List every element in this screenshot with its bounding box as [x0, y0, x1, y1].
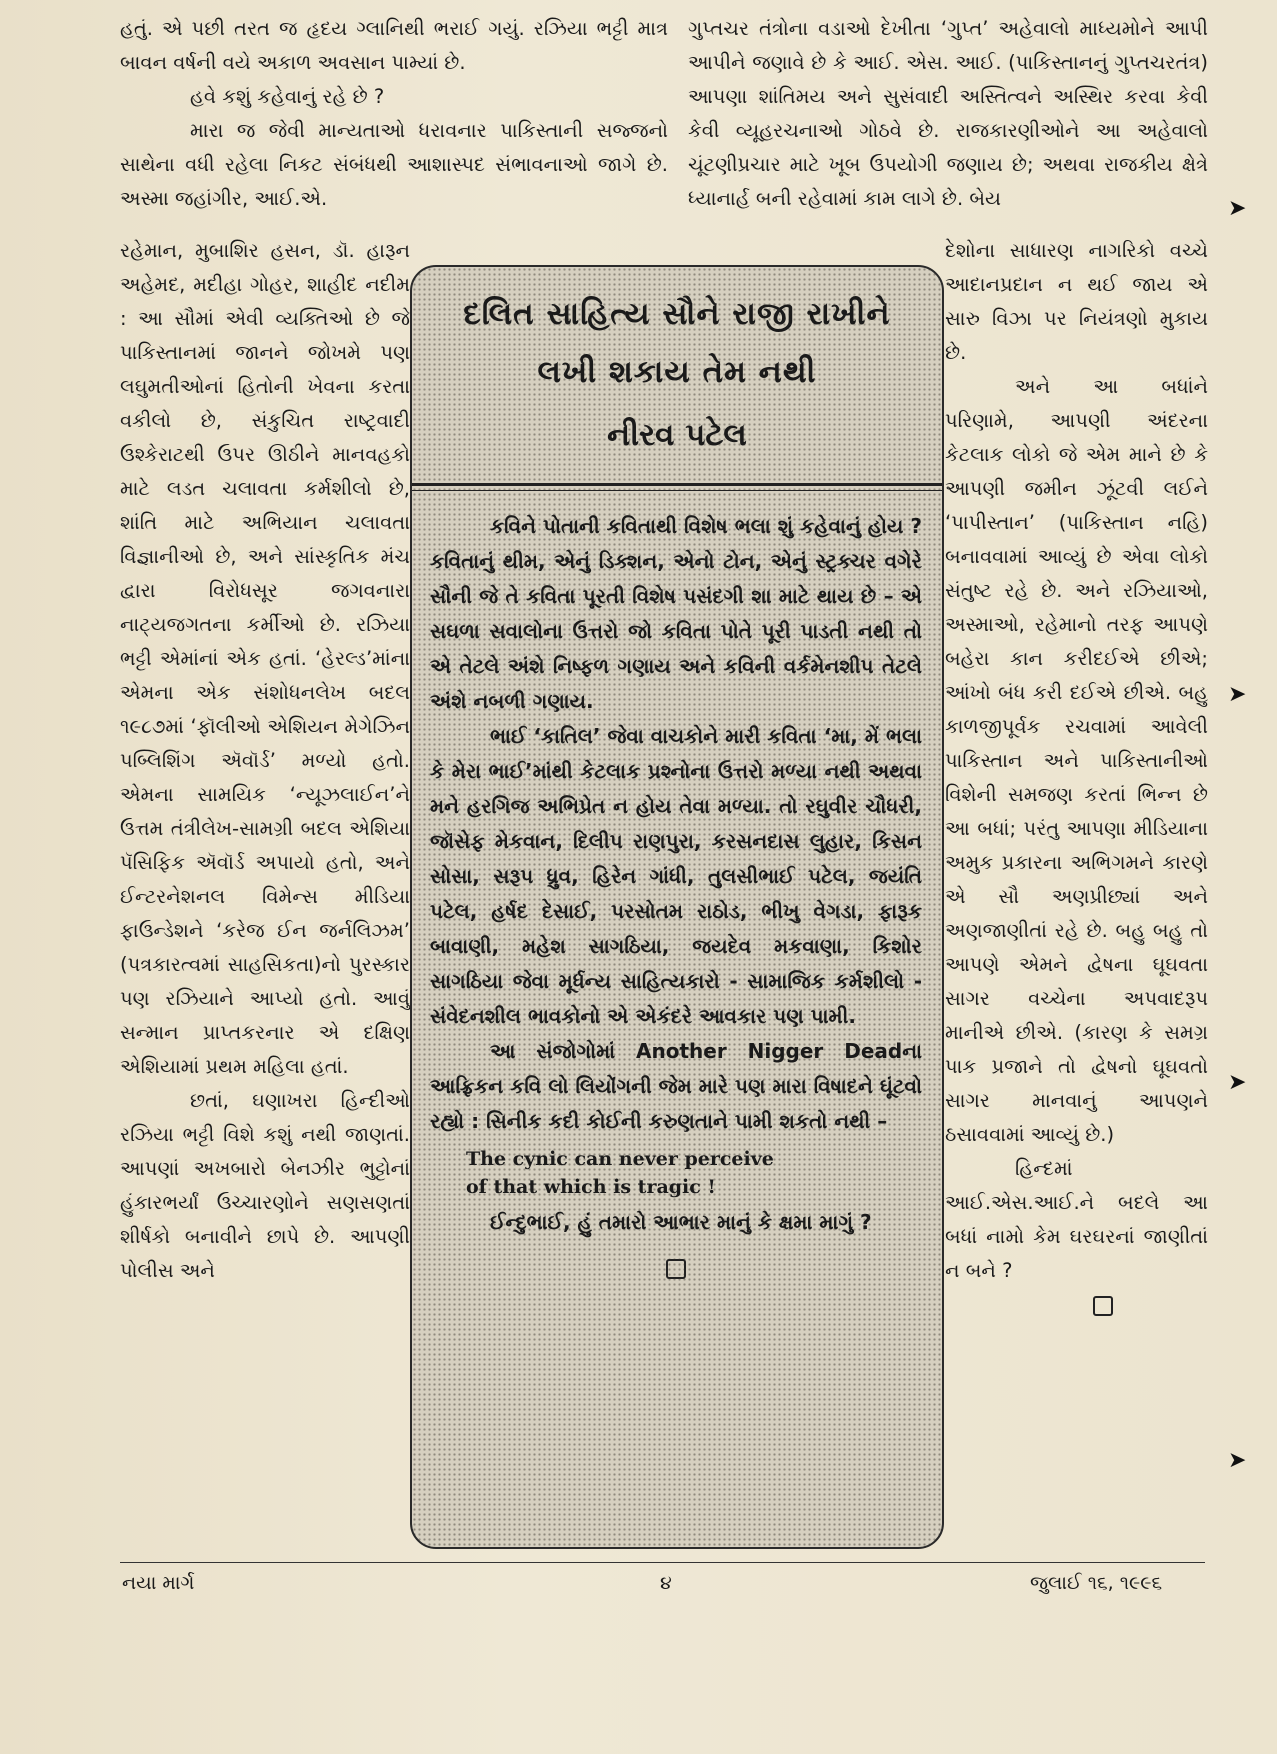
footer-page-number: ૪: [660, 1572, 672, 1594]
boxed-article-header: [412, 267, 942, 465]
box-end-mark: [430, 1250, 922, 1285]
english-quote: [430, 1145, 922, 1201]
right-end-mark: [945, 1288, 1208, 1322]
right-column-narrow: [945, 234, 1208, 1322]
boxed-article-body: [412, 491, 942, 1285]
boxed-article-author: નીરવ પટેલ: [607, 417, 747, 453]
header-divider: [412, 483, 942, 491]
right-narrow-paragraph-1: દેશોના સાધારણ નાગરિકો વચ્ચે આદાનપ્રદાન ન થઈ જાય એ સારુ વિઝા પર નિયંત્રણો મુકાય છે.: [945, 239, 1208, 364]
box-paragraph-2: ભાઈ ‘કાતિલ’ જેવા વાચકોને મારી કવિતા ‘મા, મેં ભલા કે મેરા ભાઈ’માંથી કેટલાક પ્રશ્નોના ઉત્તરો મળ્યા નથી અથવા મને હરગિજ અભિપ્રેત ન હોય તેવા મળ્યા. તો રઘુવીર ચૌધરી, જૉસેફ મેકવાન, દિલીપ રાણપુરા, કરસનદાસ લુહાર, કિસન સોસા, સરૂપ ધ્રુવ, હિરેન ગાંધી, તુલસીભાઈ પટેલ, જયંતિ પટેલ, હર્ષદ દેસાઈ, પરસોતમ રાઠોડ, ભીખુ વેગડા, ફારૂક બાવાણી, મહેશ સાગઠિયા, જયદેવ મકવાણા, કિશોર સાગઠિયા જેવા મૂર્ધન્ય સાહિત્યકારો - સામાજિક કર્મશીલો - સંવેદનશીલ ભાવકોનો એ એકંદરે આવકાર પણ પામી.: [430, 724, 922, 1028]
margin-mark-icon: ➤: [1228, 682, 1247, 707]
box-paragraph-4: ઈન્દુભાઈ, હું તમારો આભાર માનું કે ક્ષમા માગું ?: [490, 1210, 872, 1234]
right-narrow-paragraph-2: અને આ બધાંને પરિણામે, આપણી અંદરના કેટલાક લોકો જે એમ માને છે કે આપણી જમીન ઝૂંટવી લઈને ‘પાપીસ્તાન’ (પાકિસ્તાન નહિ) બનાવવામાં આવ્યું છે એવા લોકો સંતુષ્ટ રહે છે. અને રઝિયાઓ, અસ્માઓ, રહેમાનો તરફ આપણે બહેરા કાન કરીદઈએ છીએ; આંખો બંધ કરી દઈએ છીએ. બહુ કાળજીપૂર્વક રચવામાં આવેલી પાકિસ્તાન અને પાકિસ્તાનીઓ વિશેની સમજણ કરતાં ભિન્ન છે આ બધાં; પરંતુ આપણા મીડિયાના અમુક પ્રકારના અભિગમને કારણે એ સૌ અણપ્રીછ્યાં અને અણજાણીતાં રહે છે. બહુ બહુ તો આપણે એમને દ્વેષના ઘૂઘવતા સાગર વચ્ચેના અપવાદરૂપ માનીએ છીએ. (કારણ કે સમગ્ર પાક પ્રજાને તો દ્વેષનો ઘૂઘવતો સાગર માનવાનું આપણને ઠસાવવામાં આવ્યું છે.): [945, 375, 1208, 1146]
boxed-article-title-line-1: દલિત સાહિત્ય સૌને રાજી રાખીને: [463, 296, 891, 332]
left-narrow-paragraph-1: રહેમાન, મુબાશિર હસન, ડૉ. હારૂન અહેમદ, મદીહા ગોહર, શાહીદ નદીમ : આ સૌમાં એવી વ્યક્તિઓ છે જે પાકિસ્તાનમાં જાનને જોખમે પણ લઘુમતીઓનાં હિતોની ખેવના કરતા વકીલો છે, સંકુચિત રાષ્ટ્રવાદી ઉશ્કેરાટથી ઉપર ઊઠીને માનવહકો માટે લડત ચલાવતા કર્મશીલો છે, શાંતિ માટે અભિયાન ચલાવતા વિજ્ઞાનીઓ છે, અને સાંસ્કૃતિક મંચ દ્વારા વિરોધસૂર જગવનારા નાટ્યજગતના કર્મીઓ છે. રઝિયા ભટ્ટી એમાંનાં એક હતાં. ‘હેરલ્ડ’માંના એમના એક સંશોધનલેખ બદલ ૧૯૮૭માં ‘ફૉલીઓ એશિયન મેગેઝિન પબ્લિશિંગ ઍવૉર્ડ’ મળ્યો હતો. એમના સામયિક ‘ન્યૂઝલાઈન’ને ઉત્તમ તંત્રીલેખ-સામગ્રી બદલ એશિયા પૅસિફિક ઍવૉર્ડ અપાયો હતો, અને ઈન્ટરનેશનલ વિમેન્સ મીડિયા ફાઉન્ડેશને ‘કરેજ ઈન જર્નલિઝમ’ (પત્રકારત્વમાં સાહસિકતા)નો પુરસ્કાર પણ રઝિયાને આપ્યો હતો. આવું સન્માન પ્રાપ્તકરનાર એ દક્ષિણ એશિયામાં પ્રથમ મહિલા હતાં.: [120, 239, 410, 1078]
boxed-article-title-line-2: લખી શકાય તેમ નથી: [537, 354, 817, 390]
left-narrow-paragraph-2: છતાં, ઘણાખરા હિન્દીઓ રઝિયા ભટ્ટી વિશે કશું નથી જાણતાં. આપણાં અખબારો બેનઝીર ભુટ્ટોનાં હુંકારભર્યાં ઉચ્ચારણોને સણસણતાં શીર્ષકો બનાવીને છાપે છે. આપણી પોલીસ અને: [120, 1089, 410, 1282]
right-column-top: [688, 12, 1208, 216]
footer-divider: [120, 1562, 1205, 1563]
boxed-article: [410, 265, 944, 1549]
left-column-top: [120, 12, 668, 216]
box-paragraph-1: કવિને પોતાની કવિતાથી વિશેષ ભલા શું કહેવાનું હોય ? કવિતાનું થીમ, એનું ડિક્શન, એનો ટોન, એનું સ્ટ્રક્ચર વગેરે સૌની જે તે કવિતા પૂરતી વિશેષ પસંદગી શા માટે થાય છે – એ સઘળા સવાલોના ઉત્તરો જો કવિતા પોતે પૂરી પાડતી નથી તો એ તેટલે અંશે નિષ્ફળ ગણાય અને કવિની વર્કમેનશીપ તેટલે અંશે નબળી ગણાય.: [430, 514, 922, 713]
right-paragraph-1: ગુપ્તચર તંત્રોના વડાઓ દેખીતા ‘ગુપ્ત’ અહેવાલો માધ્યમોને આપી આપીને જણાવે છે કે આઈ. એસ. આઈ. (પાકિસ્તાનનું ગુપ્તચરતંત્ર) આપણા શાંતિમય અને સુસંવાદી અસ્તિત્વને અસ્થિર કરવા કેવી કેવી વ્યૂહરચનાઓ ગોઠવે છે. રાજકારણીઓને આ અહેવાલો ચૂંટણીપ્રચાર માટે ખૂબ ઉપયોગી જણાય છે; અથવા રાજકીય ક્ષેત્રે ધ્યાનાર્હ બની રહેવામાં કામ લાગે છે. બેય: [688, 17, 1208, 210]
footer-date: જુલાઈ ૧૬, ૧૯૯૬: [1030, 1572, 1163, 1594]
end-square-icon: [666, 1259, 686, 1279]
left-column-narrow: [120, 234, 410, 1288]
box-paragraph-3: આ સંજોગોમાં Another Nigger Deadના આફ્રિકન કવિ લો લિયોંગની જેમ મારે પણ મારા વિષાદને ઘૂંટવો રહ્યો : સિનીક કદી કોઈની કરુણતાને પામી શકતો નથી –: [430, 1039, 922, 1133]
end-square-icon: [1093, 1296, 1113, 1316]
right-narrow-paragraph-3: હિન્દમાં આઈ.એસ.આઈ.ને બદલે આ બધાં નામો કેમ ઘરઘરનાં જાણીતાં ન બને ?: [945, 1157, 1208, 1282]
quote-line-1: The cynic can never perceive: [466, 1148, 774, 1170]
margin-mark-icon: ➤: [1228, 1070, 1247, 1095]
left-paragraph-1: હતું. એ પછી તરત જ હૃદય ગ્લાનિથી ભરાઈ ગયું. રઝિયા ભટ્ટી માત્ર બાવન વર્ષની વયે અકાળ અવસાન પામ્યાં છે.: [120, 17, 668, 74]
margin-mark-icon: ➤: [1228, 196, 1247, 221]
left-paragraph-3: મારા જ જેવી માન્યતાઓ ધરાવનાર પાકિસ્તાની સજ્જનો સાથેના વધી રહેલા નિકટ સંબંધથી આશાસ્પદ સંભાવનાઓ જાગે છે. અસ્મા જહાંગીર, આઈ.એ.: [120, 119, 668, 210]
quote-line-2: of that which is tragic !: [466, 1176, 716, 1198]
footer-magazine-name: નયા માર્ગ: [122, 1572, 195, 1594]
margin-mark-icon: ➤: [1228, 1448, 1247, 1473]
left-paragraph-2: હવે કશું કહેવાનું રહે છે ?: [190, 85, 385, 108]
